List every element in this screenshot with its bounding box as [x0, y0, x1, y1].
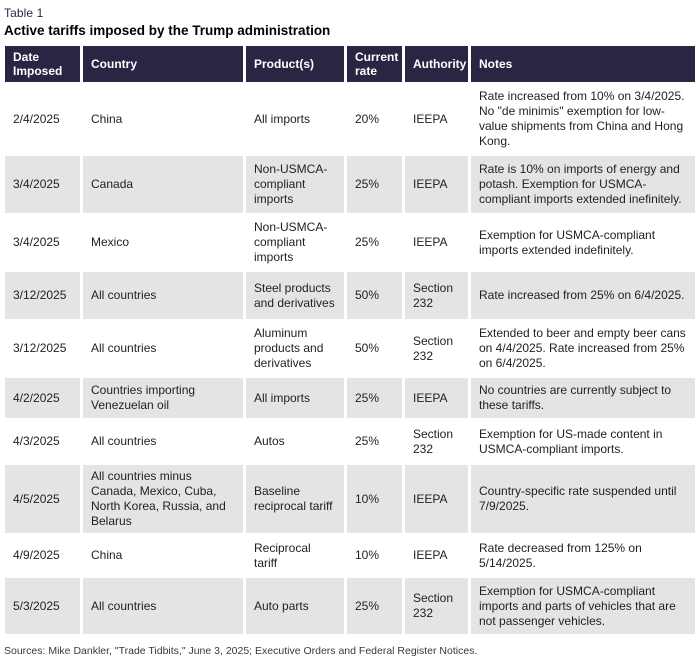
cell-authority: IEEPA: [405, 156, 468, 213]
table-row: [5, 578, 695, 634]
cell-notes: Rate decreased from 125% on 5/14/2025.: [471, 536, 695, 575]
cell-notes: Rate increased from 25% on 6/4/2025.: [471, 272, 695, 319]
cell-authority: IEEPA: [405, 216, 468, 269]
cell-country: Countries importing Venezuelan oil: [83, 378, 243, 418]
table-row: [5, 216, 695, 269]
cell-authority: IEEPA: [405, 536, 468, 575]
cell-notes: Exemption for USMCA-compliant imports extended indefinitely.: [471, 216, 695, 269]
cell-country: Canada: [83, 156, 243, 213]
cell-country: All countries minus Canada, Mexico, Cuba, North Korea, Russia, and Belarus: [83, 465, 243, 533]
cell-notes: Country-specific rate suspended until 7/9/2025.: [471, 465, 695, 533]
cell-rate: 25%: [347, 578, 402, 634]
cell-authority: Section 232: [405, 272, 468, 319]
cell-date: 4/3/2025: [5, 421, 80, 462]
cell-date: 4/2/2025: [5, 378, 80, 418]
cell-products: Reciprocal tariff: [246, 536, 344, 575]
cell-products: Autos: [246, 421, 344, 462]
column-header-date: Date Imposed: [5, 46, 80, 82]
cell-rate: 10%: [347, 536, 402, 575]
cell-rate: 25%: [347, 156, 402, 213]
cell-products: All imports: [246, 85, 344, 153]
column-header-notes: Notes: [471, 46, 695, 82]
cell-rate: 25%: [347, 216, 402, 269]
table-number-label: Table 1: [4, 6, 44, 20]
table-row: [5, 421, 695, 462]
cell-rate: 20%: [347, 85, 402, 153]
cell-date: 3/4/2025: [5, 156, 80, 213]
cell-notes: Exemption for USMCA-compliant imports and parts of vehicles that are not passenger vehicles.: [471, 578, 695, 634]
table-row: [5, 378, 695, 418]
cell-date: 4/9/2025: [5, 536, 80, 575]
cell-rate: 25%: [347, 421, 402, 462]
cell-authority: Section 232: [405, 322, 468, 375]
cell-products: Auto parts: [246, 578, 344, 634]
cell-rate: 10%: [347, 465, 402, 533]
column-header-rate: Current rate: [347, 46, 402, 82]
cell-products: All imports: [246, 378, 344, 418]
cell-notes: Extended to beer and empty beer cans on 4/4/2025. Rate increased from 25% on 6/4/2025.: [471, 322, 695, 375]
table-row: [5, 322, 695, 375]
table-header-row: [5, 46, 695, 82]
cell-country: All countries: [83, 322, 243, 375]
column-header-products: Product(s): [246, 46, 344, 82]
cell-notes: Exemption for US-made content in USMCA-compliant imports.: [471, 421, 695, 462]
cell-date: 2/4/2025: [5, 85, 80, 153]
cell-products: Non-USMCA-compliant imports: [246, 156, 344, 213]
cell-rate: 50%: [347, 322, 402, 375]
cell-products: Non-USMCA-compliant imports: [246, 216, 344, 269]
cell-products: Baseline reciprocal tariff: [246, 465, 344, 533]
source-note: Sources: Mike Dankler, "Trade Tidbits," June 3, 2025; Executive Orders and Federal Register Notices.: [4, 645, 478, 657]
cell-date: 5/3/2025: [5, 578, 80, 634]
cell-country: China: [83, 536, 243, 575]
cell-country: All countries: [83, 272, 243, 319]
cell-authority: Section 232: [405, 578, 468, 634]
cell-products: Steel products and derivatives: [246, 272, 344, 319]
cell-rate: 50%: [347, 272, 402, 319]
cell-date: 3/12/2025: [5, 272, 80, 319]
cell-date: 3/4/2025: [5, 216, 80, 269]
page-title: Active tariffs imposed by the Trump administration: [4, 23, 331, 38]
column-header-country: Country: [83, 46, 243, 82]
cell-notes: No countries are currently subject to these tariffs.: [471, 378, 695, 418]
column-header-authority: Authority: [405, 46, 468, 82]
cell-products: Aluminum products and derivatives: [246, 322, 344, 375]
table-row: [5, 272, 695, 319]
table-row: [5, 465, 695, 533]
cell-date: 3/12/2025: [5, 322, 80, 375]
cell-country: Mexico: [83, 216, 243, 269]
cell-authority: IEEPA: [405, 85, 468, 153]
cell-country: All countries: [83, 421, 243, 462]
cell-notes: Rate is 10% on imports of energy and potash. Exemption for USMCA-compliant imports extended inefinitely.: [471, 156, 695, 213]
cell-country: China: [83, 85, 243, 153]
cell-notes: Rate increased from 10% on 3/4/2025. No "de minimis" exemption for low-value shipments from China and Hong Kong.: [471, 85, 695, 153]
table-body: [5, 85, 695, 634]
cell-rate: 25%: [347, 378, 402, 418]
tariff-table: [2, 43, 698, 637]
cell-authority: IEEPA: [405, 378, 468, 418]
cell-date: 4/5/2025: [5, 465, 80, 533]
cell-authority: IEEPA: [405, 465, 468, 533]
cell-authority: Section 232: [405, 421, 468, 462]
table-row: [5, 156, 695, 213]
table-row: [5, 536, 695, 575]
table-row: [5, 85, 695, 153]
cell-country: All countries: [83, 578, 243, 634]
